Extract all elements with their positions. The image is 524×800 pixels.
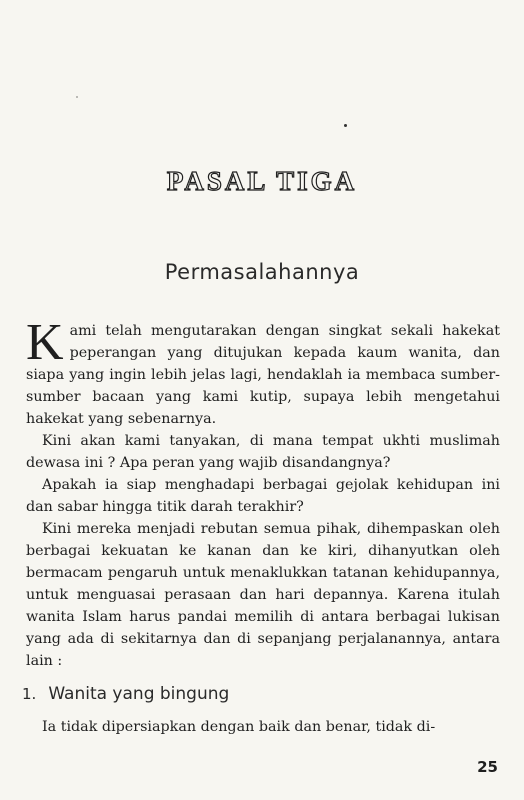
subsection-heading [22,684,229,704]
drop-cap: K [26,314,64,371]
subsection-number: 1. [22,685,37,703]
subsection-title: Wanita yang bingung [48,684,230,704]
paragraph: Apakah ia siap menghadapi berbagai gejolak kehidupan ini dan sabar hingga titik darah terakhir? [26,477,500,515]
chapter-title: PASAL TIGA [166,166,358,196]
paragraph: Kini akan kami tanyakan, di mana tempat ukhti muslimah dewasa ini ? Apa peran yang wajib disandangnya? [26,433,500,471]
page-number: 25 [477,758,498,776]
paragraph-text: ami telah mengutarakan dengan singkat sekali hakekat peperangan yang ditujukan kepada kaum wanita, dan siapa yang ingin lebih jelas lagi, hendaklah ia membaca sumber-sumber bacaan yang kami kutip, supaya lebih mengetahui hakekat yang sebenarnya. [26,323,500,427]
section-title: Permasalahannya [164,260,360,284]
subsection-first-line: Ia tidak dipersiapkan dengan baik dan benar, tidak di- [42,719,436,735]
paragraph [26,314,500,430]
body-text [26,314,500,672]
paragraph: Kini mereka menjadi rebutan semua pihak, dihempaskan oleh berbagai kekuatan ke kanan dan ke kiri, dihanyutkan oleh bermacam pengaruh untuk menaklukkan tatanan kehidupannya, untuk menguasai perasaan dan hari depannya. Karena itulah wanita Islam harus pandai memilih di antara berbagai lukisan yang ada di sekitarnya dan di sepanjang perjalanannya, antara lain : [26,521,500,669]
paper-speck [344,124,347,127]
paper-speck [76,96,78,98]
